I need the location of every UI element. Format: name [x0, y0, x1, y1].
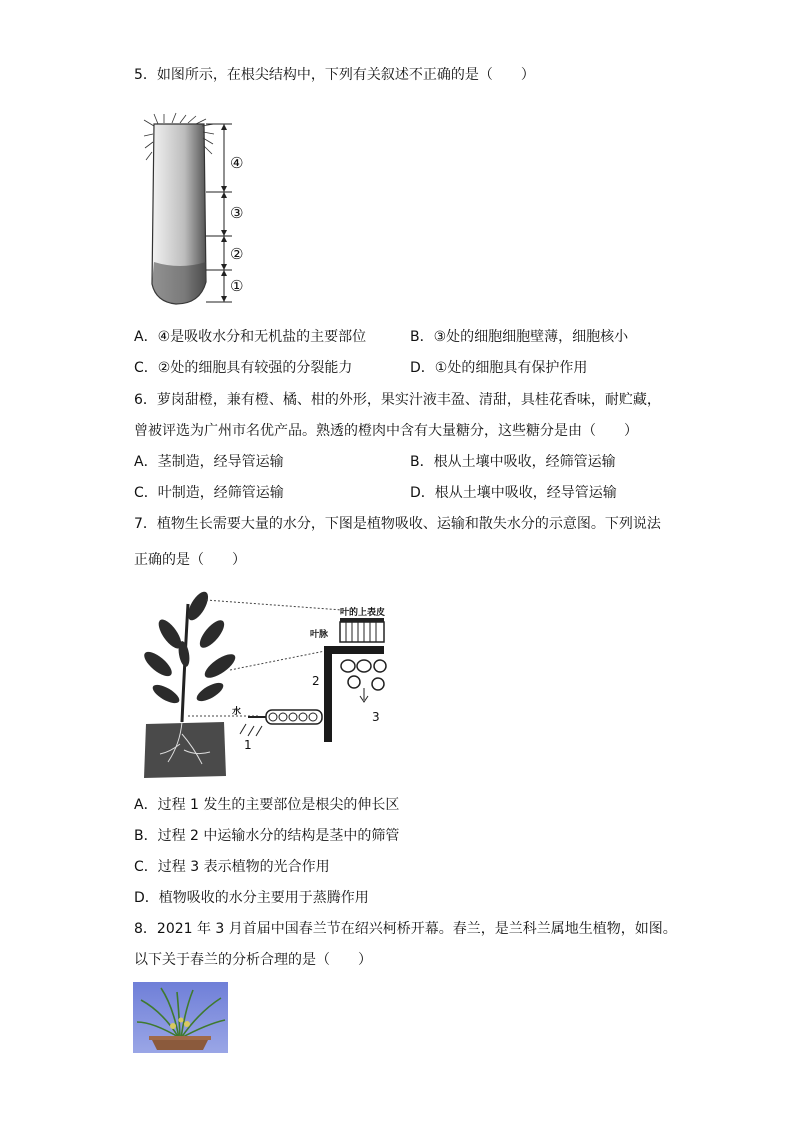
label-1: ① — [230, 277, 244, 295]
label-3: ③ — [230, 204, 244, 222]
q6-stem-line1: 6．萝岗甜橙，兼有橙、橘、柑的外形，果实汁液丰盈、清甜，具桂花香味，耐贮藏， — [134, 392, 661, 408]
label-vein: 叶脉 — [310, 630, 329, 640]
q7-option-b: B．过程 2 中运输水分的结构是茎中的筛管 — [134, 828, 400, 844]
q5-option-c: C．②处的细胞具有较强的分裂能力 — [134, 360, 353, 376]
label-water: 水 — [232, 707, 242, 717]
label-epidermis: 叶的上表皮 — [340, 608, 386, 618]
q5-option-d: D．①处的细胞具有保护作用 — [410, 360, 588, 376]
q5-stem: 5．如图所示，在根尖结构中，下列有关叙述不正确的是（ ） — [134, 67, 535, 83]
label-2: ② — [230, 245, 244, 263]
q5-option-b: B．③处的细胞细胞壁薄，细胞核小 — [410, 329, 629, 345]
label-4: ④ — [230, 154, 244, 172]
q6-option-a: A．茎制造，经导管运输 — [134, 454, 284, 470]
q7-option-d: D．植物吸收的水分主要用于蒸腾作用 — [134, 890, 369, 906]
orchid-photo — [133, 982, 228, 1053]
q7-option-a: A．过程 1 发生的主要部位是根尖的伸长区 — [134, 797, 400, 813]
label-process-1: 1 — [244, 738, 252, 752]
q7-option-c: C．过程 3 表示植物的光合作用 — [134, 859, 330, 875]
q6-option-d: D．根从土壤中吸收，经导管运输 — [410, 485, 617, 501]
q6-option-c: C．叶制造，经筛管运输 — [134, 485, 284, 501]
q8-stem-line2: 以下关于春兰的分析合理的是（ ） — [134, 952, 372, 968]
q8-stem-line1: 8．2021 年 3 月首届中国春兰节在绍兴柯桥开幕。春兰，是兰科兰属地生植物，如图。 — [134, 921, 677, 937]
q6-option-b: B．根从土壤中吸收，经筛管运输 — [410, 454, 616, 470]
q5-option-a: A．④是吸收水分和无机盐的主要部位 — [134, 329, 367, 345]
q6-stem-line2: 曾被评选为广州市名优产品。熟透的橙肉中含有大量糖分，这些糖分是由（ ） — [134, 423, 638, 439]
q7-stem-line1: 7．植物生长需要大量的水分，下图是植物吸收、运输和散失水分的示意图。下列说法 — [134, 516, 661, 532]
label-process-3: 3 — [372, 710, 380, 724]
label-process-2: 2 — [312, 674, 320, 688]
q7-stem-line2: 正确的是（ ） — [134, 552, 246, 568]
